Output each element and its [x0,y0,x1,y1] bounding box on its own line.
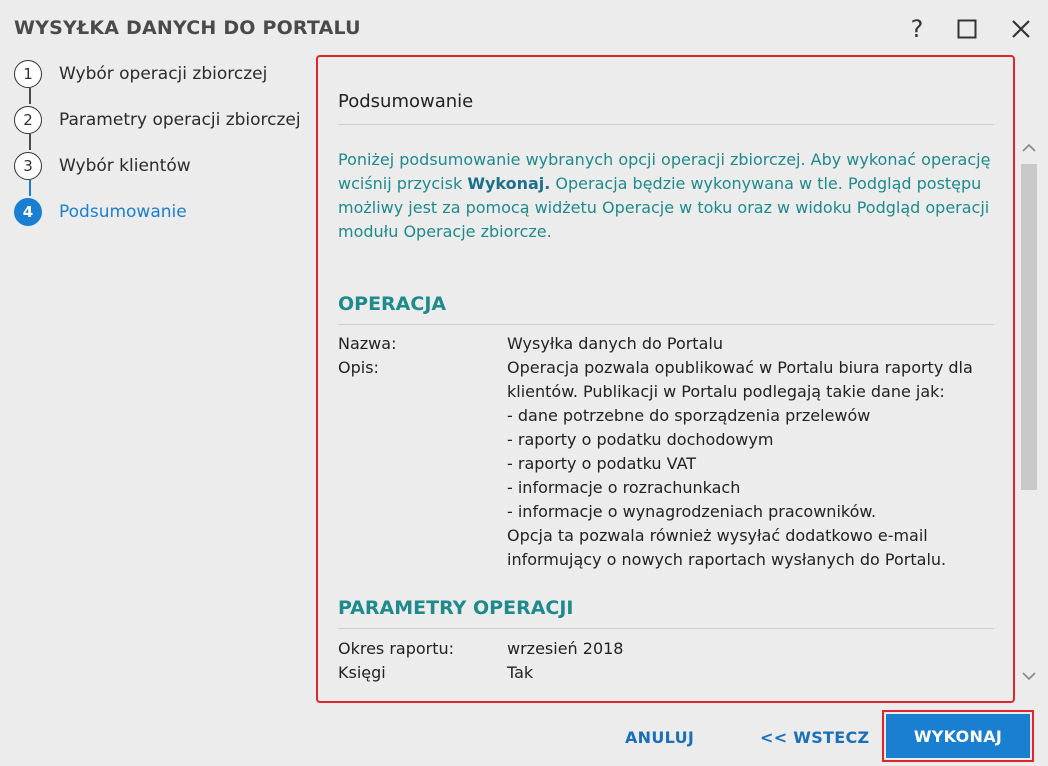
scroll-up-button[interactable] [1021,140,1037,156]
step-number: 1 [14,60,42,88]
step-label: Parametry operacji zbiorczej [59,110,301,130]
step-parametry[interactable] [14,104,301,136]
step-label: Podsumowanie [59,202,187,222]
desc-line: - raporty o podatku VAT [507,454,697,473]
help-button[interactable] [900,12,934,46]
question-mark-icon: ? [910,15,924,43]
summary-panel [316,55,1015,703]
desc-line: informujący o nowych raportach wysłanych do Portalu. [507,550,947,569]
field-value: Tak [507,663,534,682]
scrollbar-thumb[interactable] [1021,164,1037,490]
desc-line: - informacje o wynagrodzeniach pracowników. [507,502,877,521]
cancel-button[interactable]: ANULUJ [625,728,695,747]
wizard-steps [14,58,304,238]
step-connector [29,180,31,196]
step-connector [29,88,31,104]
field-value: wrzesień 2018 [507,639,624,658]
maximize-icon [957,19,977,39]
intro-text: Poniżej podsumowanie wybranych opcji operacji zbiorczej. Aby wykonać operację wciśnij przycisk [338,150,991,193]
execute-button[interactable]: WYKONAJ [886,714,1030,758]
maximize-button[interactable] [950,12,984,46]
desc-line: - raporty o podatku dochodowym [507,430,774,449]
field-value: Wysyłka danych do Portalu [507,334,723,353]
divider [338,124,994,125]
step-connector [29,134,31,150]
desc-line: - informacje o rozrachunkach [507,478,741,497]
divider [338,628,994,629]
section-heading-parametry: PARAMETRY OPERACJI [338,597,574,619]
desc-line: klientów. Publikacji w Portalu podlegają takie dane jak: [507,382,945,401]
step-number: 3 [14,152,42,180]
close-icon [1011,19,1031,39]
step-wybor-operacji[interactable] [14,58,267,90]
field-label: Okres raportu: [338,639,455,658]
back-button[interactable]: << WSTECZ [760,728,870,747]
window-title: WYSYŁKA DANYCH DO PORTALU [14,17,361,39]
field-label: Księgi [338,663,386,682]
section-heading-operacja: OPERACJA [338,293,447,315]
field-value [507,356,987,572]
intro-text-end: Operacja będzie wykonywana w tle. Podgląd postępu możliwy jest za pomocą widżetu Operacje w toku oraz w widoku Podgląd operacji modułu Operacje zbiorcze. [338,174,990,241]
intro-bold-text: Wykonaj. [467,174,551,193]
step-number: 4 [14,198,42,226]
summary-intro [338,148,994,244]
close-button[interactable] [1004,12,1038,46]
field-label: Nazwa: [338,334,397,353]
step-label: Wybór klientów [59,156,191,176]
desc-line: Opcja ta pozwala również wysyłać dodatkowo e-mail [507,526,928,545]
step-number: 2 [14,106,42,134]
field-label: Opis: [338,358,379,377]
step-label: Wybór operacji zbiorczej [59,64,268,84]
step-wybor-klientow[interactable] [14,150,191,182]
desc-line: Operacja pozwala opublikować w Portalu biura raporty dla [507,358,973,377]
execute-button-highlight [882,710,1034,762]
divider [338,324,994,325]
desc-line: - dane potrzebne do sporządzenia przelewów [507,406,871,425]
chevron-up-icon [1022,143,1036,153]
chevron-down-icon [1022,671,1036,681]
step-podsumowanie[interactable] [14,196,187,228]
scroll-down-button[interactable] [1021,668,1037,684]
summary-title: Podsumowanie [338,91,474,112]
vertical-scrollbar[interactable] [1018,140,1040,690]
